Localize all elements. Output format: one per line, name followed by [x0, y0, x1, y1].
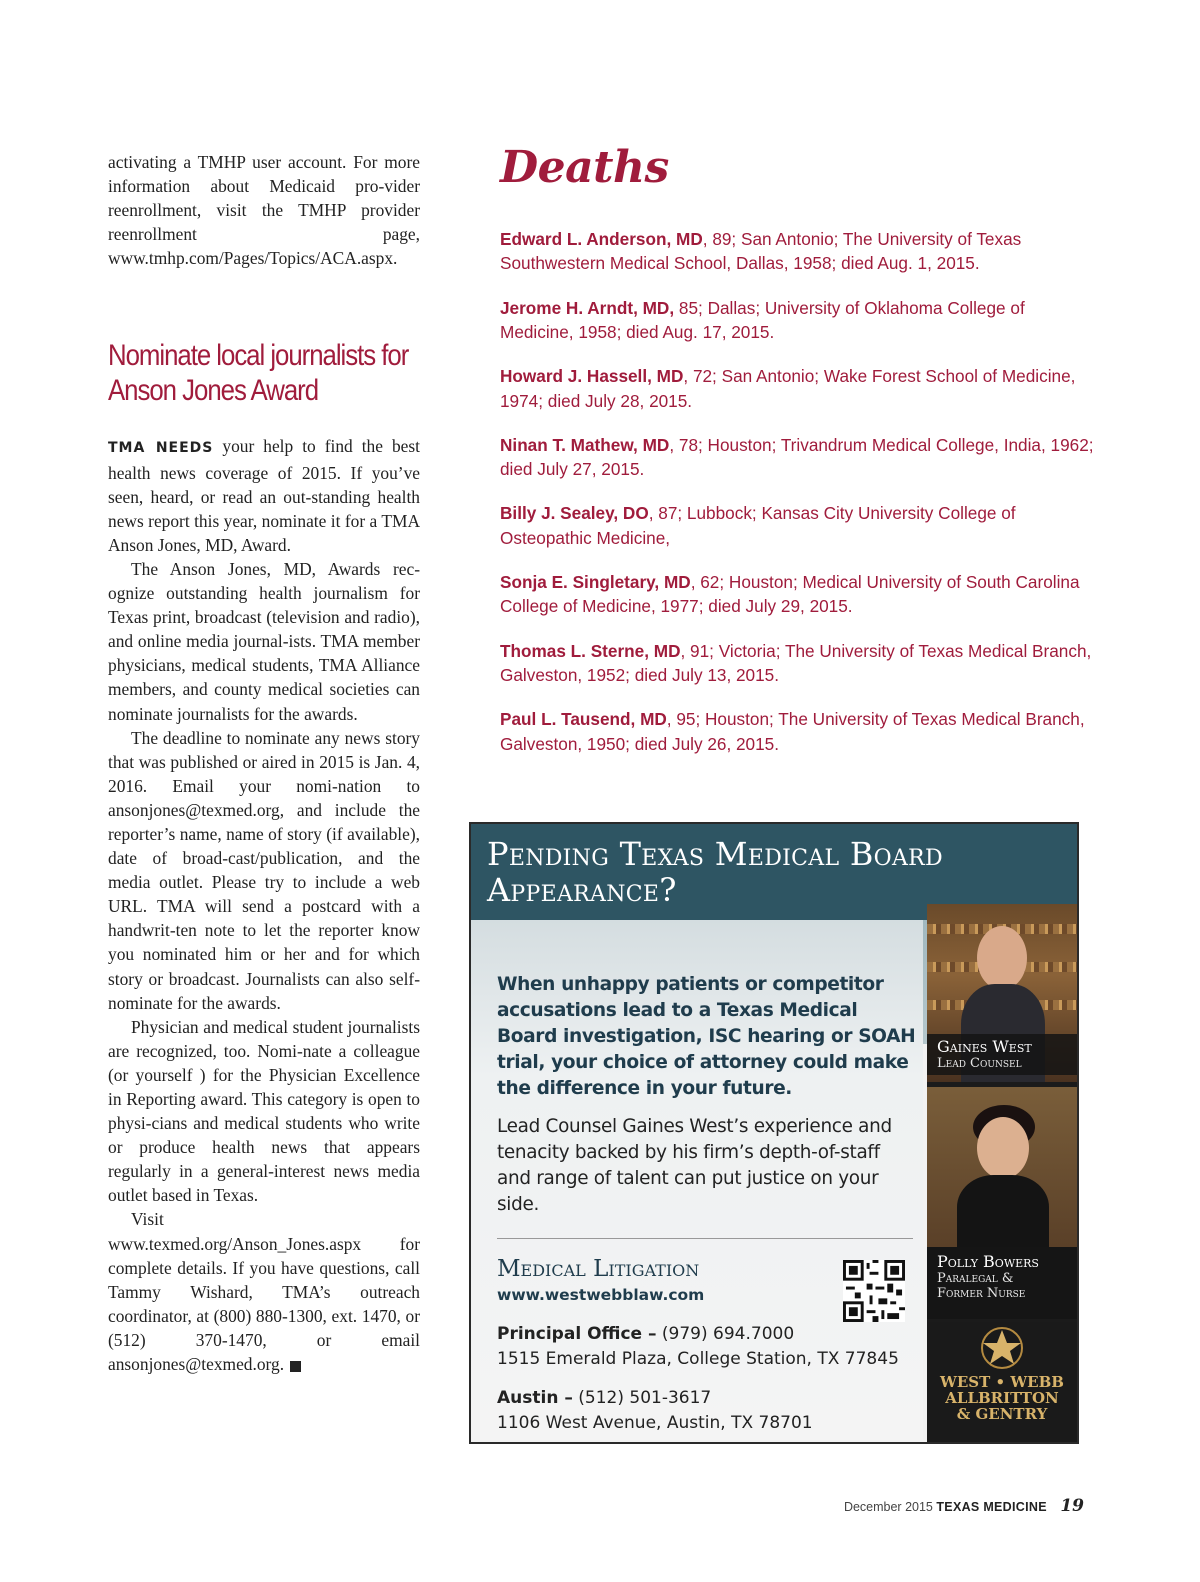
- principal-office-phone: (979) 694.7000: [656, 1324, 795, 1344]
- logo-line3: & GENTRY: [956, 1405, 1048, 1423]
- death-entry: [500, 570, 1100, 619]
- paragraph-5-text: Visit www.texmed.org/Anson_Jones.aspx for complete details. If you have questions, call Tammy Wishard, TMA’s outreach coordinator, at (800) 880-1300, ext. 1470, or (512) 370-1470, or email ansonjones@texmed.org.: [108, 1209, 420, 1375]
- lead-in: TMA NEEDS: [108, 440, 214, 457]
- death-entry: [500, 707, 1100, 756]
- person2-name: Polly Bowers: [937, 1252, 1039, 1271]
- logo-line2: ALLBRITTON: [945, 1389, 1059, 1407]
- paragraph-1-text: your help to find the best health news coverage of 2015. If you’ve seen, heard, or read an out-standing health news report this year, nominate it for a TMA Anson Jones, MD, Award.: [108, 436, 420, 555]
- principal-office-label: Principal Office –: [497, 1324, 657, 1344]
- ad-headline: [487, 836, 943, 908]
- austin-office: [497, 1386, 813, 1436]
- person1-role: Lead Counsel: [937, 1056, 1022, 1071]
- star-emblem-icon: [927, 1322, 1077, 1374]
- ad-photo-column: [927, 904, 1077, 1442]
- paragraph-1: [108, 434, 420, 556]
- paragraph-2: The Anson Jones, MD, Awards rec-ognize outstanding health journalism for Texas print, broadcast (television and radio), and online media journal-ists. TMA member physicians, medical students, TMA Alliance members, and county medical societies can nominate journalists for the awards.: [108, 558, 420, 724]
- austin-office-address: 1106 West Avenue, Austin, TX 78701: [497, 1413, 813, 1433]
- death-entry: [500, 433, 1100, 482]
- ad-section-title: Medical Litigation: [497, 1256, 700, 1282]
- deaths-section: [500, 142, 1100, 776]
- ad-headline-line2: Appearance?: [487, 871, 677, 909]
- page-footer: [844, 1496, 1084, 1516]
- portrait-head: [977, 926, 1027, 990]
- austin-office-line: [497, 1386, 813, 1411]
- principal-office-line: [497, 1322, 899, 1347]
- principal-office: [497, 1322, 899, 1372]
- death-details: , 87; Lubbock; Kansas City University College of Osteopathic Medicine,: [500, 503, 1016, 548]
- death-name: Sonja E. Singletary, MD: [500, 572, 691, 593]
- death-name: Thomas L. Sterne, MD: [500, 640, 681, 661]
- austin-office-phone: (512) 501-3617: [572, 1388, 712, 1408]
- qr-code-graphic: [843, 1260, 905, 1322]
- death-entry: [500, 639, 1100, 688]
- death-details: 85; Dallas; University of Oklahoma College of Medicine, 1958; died Aug. 17, 2015.: [500, 297, 1025, 343]
- article-heading: Nominate local journalists for Anson Jones Award: [108, 339, 409, 408]
- death-details: , 72; San Antonio; Wake Forest School of Medicine, 1974; died July 28, 2015.: [500, 366, 1076, 411]
- law-firm-logo: [927, 1322, 1077, 1442]
- death-details: , 78; Houston; Trivandrum Medical College, India, 1962; died July 27, 2015.: [500, 434, 1094, 480]
- death-entry: [500, 296, 1100, 345]
- death-entry: [500, 501, 1100, 550]
- ad-paragraph: Lead Counsel Gaines West’s experience and tenacity backed by his firm’s depth-of-staff and range of talent can put justice on your side.: [497, 1116, 892, 1215]
- footer-date: December 2015: [843, 1500, 933, 1514]
- person2-role-line1: Paralegal &: [937, 1271, 1014, 1286]
- logo-line1: WEST • WEBB: [940, 1373, 1064, 1391]
- person2-role-line2: Former Nurse: [937, 1286, 1026, 1301]
- death-entry: [500, 227, 1100, 276]
- ad-divider: [497, 1238, 913, 1239]
- paragraph-3: The deadline to nominate any news story that was published or aired in 2015 is Jan. 4, 2016. Email your nomi-nation to ansonjones@texmed.org, and include the reporter’s name, name of story (if available), date of broad-cast/publication, and the media outlet. Please try to include a web URL. TMA will send a postcard with a handwrit-ten note to let the reporter know you nominated him or her and for which story or broadcast. Journalists can also self-nominate for the awards.: [108, 727, 420, 1013]
- portrait-jacket: [957, 1175, 1049, 1247]
- law-firm-advertisement: [469, 822, 1079, 1444]
- death-details: , 95; Houston; The University of Texas Medical Branch, Galveston, 1950; died July 26, 2015.: [500, 709, 1085, 754]
- ad-website-link[interactable]: www.westwebblaw.com: [497, 1286, 705, 1304]
- law-firm-name: [927, 1374, 1077, 1422]
- principal-office-address: 1515 Emerald Plaza, College Station, TX 77845: [497, 1349, 899, 1369]
- paragraph-5: [108, 1207, 420, 1376]
- end-mark: [290, 1361, 301, 1372]
- footer-publication: TEXAS MEDICINE: [936, 1500, 1047, 1514]
- page-number: 19: [1060, 1496, 1084, 1516]
- death-name: Billy J. Sealey, DO: [500, 503, 649, 524]
- gaines-west-photo: [927, 904, 1077, 1082]
- death-name: Ninan T. Mathew, MD: [500, 434, 670, 455]
- death-details: , 91; Victoria; The University of Texas Medical Branch, Galveston, 1952; died July 13, 2015.: [500, 640, 1092, 686]
- ad-bold-text: When unhappy patients or competitor accusations lead to a Texas Medical Board investigation, ISC hearing or SOAH trial, your choice of attorney could make the difference in your future.: [497, 974, 916, 1099]
- death-name: Paul L. Tausend, MD: [500, 709, 667, 730]
- death-name: Howard J. Hassell, MD: [500, 366, 684, 387]
- intro-fragment: activating a TMHP user account. For more information about Medicaid pro-vider reenrollment, visit the TMHP provider reenrollment page, www.tmhp.com/Pages/Topics/ACA.aspx.: [108, 152, 420, 269]
- death-name: Edward L. Anderson, MD: [500, 229, 703, 249]
- death-details: , 62; Houston; Medical University of South Carolina College of Medicine, 1977; died July 29, 2015.: [500, 572, 1080, 617]
- person1-name: Gaines West: [937, 1037, 1032, 1056]
- portrait-head: [977, 1117, 1029, 1179]
- ad-headline-line1: Pending Texas Medical Board: [487, 835, 943, 873]
- polly-bowers-photo: [927, 1087, 1077, 1247]
- qr-code-icon: [843, 1260, 905, 1322]
- paragraph-4: Physician and medical student journalists are recognized, too. Nomi-nate a colleague (or yourself ) for the Physician Excellence in Reporting award. This category is open to physi-cians and medical students who write or produce health news that appears regularly in a general-interest news media outlet based in Texas.: [108, 1016, 420, 1206]
- medicaid-continuation: [108, 150, 420, 270]
- death-details: , 89; San Antonio; The University of Texas Southwestern Medical School, Dallas, 1958; died Aug. 1, 2015.: [500, 229, 1022, 274]
- death-name: Jerome H. Arndt, MD,: [500, 297, 675, 318]
- polly-bowers-caption: [927, 1247, 1077, 1319]
- gaines-west-caption: [927, 1034, 1077, 1075]
- austin-office-label: Austin –: [497, 1388, 573, 1408]
- article-body: [108, 434, 420, 1376]
- left-column: [108, 150, 420, 1376]
- deaths-title: Deaths: [500, 142, 669, 193]
- death-entry: [500, 364, 1100, 413]
- deaths-list: [500, 227, 1100, 756]
